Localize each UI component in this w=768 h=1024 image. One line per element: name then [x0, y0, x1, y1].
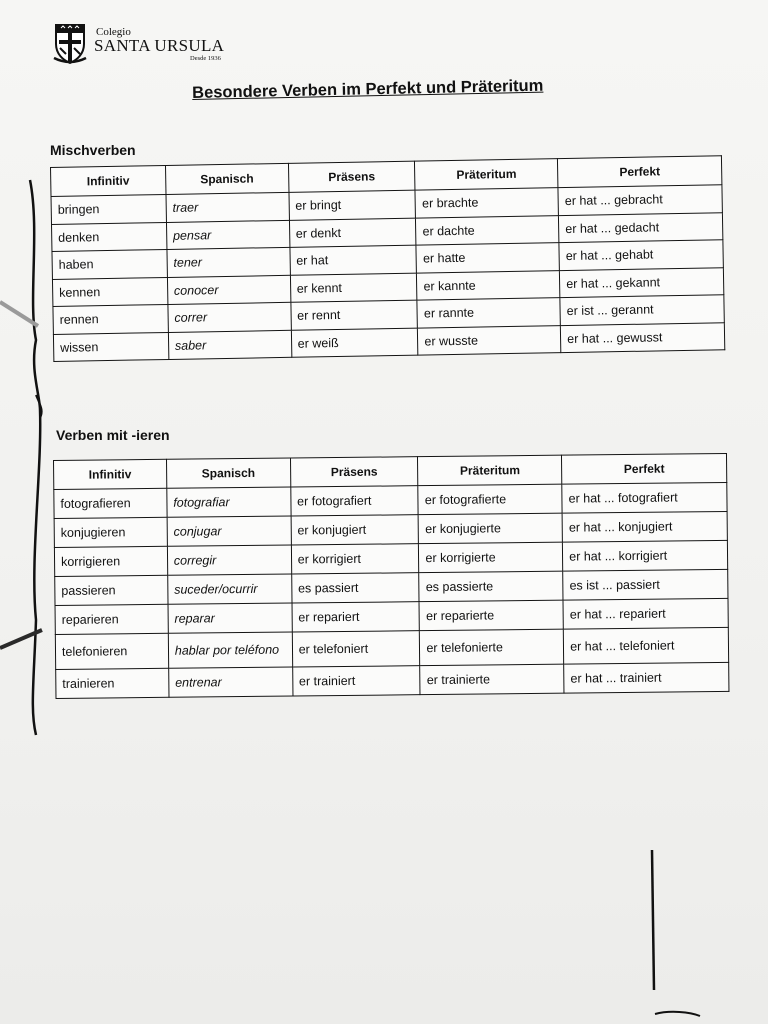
cell-infinitiv: reparieren — [55, 604, 168, 634]
cell-praesens: er weiß — [291, 328, 418, 358]
column-header: Spanisch — [165, 163, 288, 194]
cell-spanisch: conocer — [167, 275, 290, 305]
logo-since-text: Desde 1936 — [190, 55, 221, 62]
cell-spanisch: traer — [166, 192, 289, 222]
cell-praesens: er hat — [290, 245, 417, 275]
cell-spanisch: hablar por teléfono — [168, 632, 292, 668]
cell-spanisch: fotografiar — [167, 487, 291, 517]
column-header: Präsens — [290, 457, 418, 487]
cell-spanisch: tener — [167, 247, 290, 277]
cell-praeteritum: er dachte — [416, 215, 559, 245]
pen-bracket-top — [30, 180, 40, 410]
ring-binder-pin-bottom — [0, 630, 42, 648]
column-header: Präteritum — [418, 455, 562, 486]
cell-infinitiv: haben — [52, 249, 167, 278]
logo-small-text: Colegio — [96, 26, 131, 38]
pen-stroke-bottom — [655, 1012, 700, 1016]
cell-spanisch: suceder/ocurrir — [168, 574, 292, 604]
cell-perfekt: er hat ... fotografiert — [562, 482, 727, 513]
cell-infinitiv: bringen — [51, 194, 166, 223]
column-header: Perfekt — [562, 453, 727, 484]
cell-praeteritum: er korrigierte — [419, 542, 563, 573]
cell-spanisch: reparar — [168, 603, 292, 633]
cell-praesens: er korrigiert — [291, 544, 419, 574]
crest-icon — [52, 22, 88, 64]
cell-praesens: er repariert — [292, 602, 420, 632]
cell-infinitiv: denken — [51, 222, 166, 251]
cell-infinitiv: konjugieren — [54, 517, 167, 547]
cell-spanisch: saber — [168, 330, 291, 360]
cell-praesens: er kennt — [290, 273, 417, 303]
cell-infinitiv: trainieren — [56, 668, 169, 698]
column-header: Präteritum — [415, 159, 558, 190]
pen-bracket-hook — [36, 395, 42, 418]
cell-praesens: er denkt — [289, 218, 416, 248]
cell-praesens: er rennt — [291, 300, 418, 330]
cell-praesens: er konjugiert — [291, 515, 419, 545]
cell-infinitiv: fotografieren — [54, 488, 167, 518]
section-heading-mischverben: Mischverben — [50, 142, 136, 158]
cell-perfekt: er hat ... konjugiert — [562, 511, 727, 542]
cell-perfekt: es ist ... passiert — [563, 569, 728, 600]
column-header: Infinitiv — [51, 165, 166, 196]
column-header: Spanisch — [166, 458, 290, 488]
cell-praesens: es passiert — [291, 573, 419, 603]
ring-binder-pin-top — [0, 302, 38, 326]
cell-perfekt: er hat ... repariert — [563, 598, 728, 629]
column-header: Perfekt — [558, 156, 722, 188]
cell-praeteritum: er reparierte — [419, 600, 563, 631]
cell-praeteritum: er konjugierte — [419, 513, 563, 544]
cell-praesens: er telefoniert — [292, 631, 420, 667]
cell-spanisch: entrenar — [169, 667, 293, 697]
cell-perfekt: er hat ... korrigiert — [563, 540, 728, 571]
cell-perfekt: er hat ... gehabt — [559, 240, 723, 270]
column-header: Präsens — [288, 161, 415, 192]
cell-infinitiv: passieren — [55, 575, 168, 605]
cell-praeteritum: er rannte — [417, 298, 560, 328]
cell-spanisch: conjugar — [167, 516, 291, 546]
cell-perfekt: er hat ... telefoniert — [563, 627, 728, 664]
cell-praeteritum: er wusste — [418, 325, 561, 355]
logo-school-name: SANTA URSULA — [94, 36, 225, 55]
cell-praeteritum: er trainierte — [420, 664, 564, 695]
cell-spanisch: corregir — [167, 545, 291, 575]
cell-infinitiv: telefonieren — [55, 633, 168, 669]
cell-perfekt: er hat ... gedacht — [559, 212, 723, 242]
cell-infinitiv: korrigieren — [54, 546, 167, 576]
cell-spanisch: pensar — [166, 220, 289, 250]
cell-perfekt: er ist ... gerannt — [560, 295, 724, 325]
cell-praeteritum: er fotografierte — [418, 484, 562, 515]
ieren-verben-table — [53, 453, 729, 699]
cell-praeteritum: er kannte — [417, 270, 560, 300]
cell-infinitiv: rennen — [53, 304, 168, 333]
cell-perfekt: er hat ... trainiert — [564, 662, 729, 693]
cell-praesens: er trainiert — [292, 666, 420, 696]
cell-praesens: er bringt — [289, 190, 416, 220]
pen-bracket-bottom — [33, 410, 40, 735]
cell-perfekt: er hat ... gekannt — [560, 267, 724, 297]
cell-praeteritum: er telefonierte — [420, 629, 564, 666]
column-header: Infinitiv — [54, 459, 167, 489]
pen-line-right — [652, 850, 654, 990]
mischverben-table — [50, 155, 725, 362]
cell-spanisch: correr — [168, 302, 291, 332]
section-heading-ieren: Verben mit -ieren — [56, 427, 170, 443]
cell-infinitiv: kennen — [52, 277, 167, 306]
cell-praeteritum: er hatte — [416, 243, 559, 273]
school-logo — [52, 22, 242, 66]
cell-praeteritum: er brachte — [415, 188, 558, 218]
table-row — [56, 662, 729, 698]
cell-perfekt: er hat ... gewusst — [560, 322, 724, 352]
cell-infinitiv: wissen — [53, 332, 168, 361]
cell-perfekt: er hat ... gebracht — [558, 185, 722, 215]
cell-praesens: er fotografiert — [290, 486, 418, 516]
page-title: Besondere Verben im Perfekt und Präteritum — [192, 76, 544, 102]
cell-praeteritum: es passierte — [419, 571, 563, 602]
